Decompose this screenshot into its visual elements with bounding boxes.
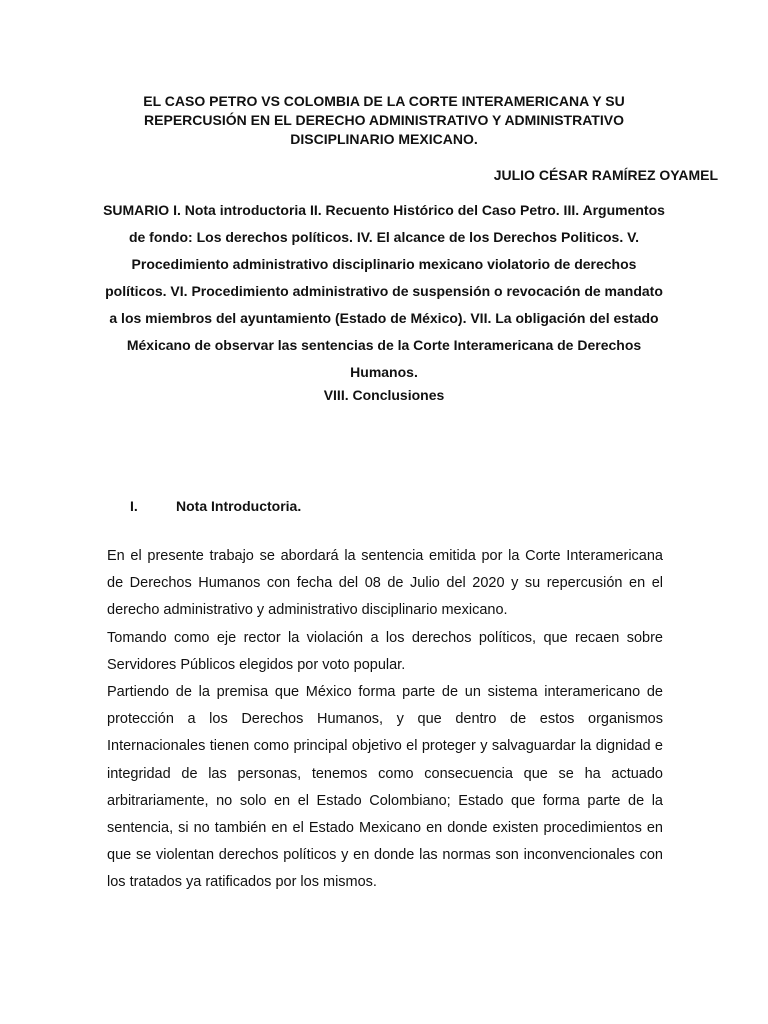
- summary-block: SUMARIO I. Nota introductoria II. Recuento Histórico del Caso Petro. III. Argumentos de fondo: Los derechos políticos. IV. El alcance de los Derechos Politicos. V. Procedimiento administrativo disciplinario mexicano violatorio de derechos políticos. VI. Procedimiento administrativo de suspensión o revocación de mandato a los miembros del ayuntamiento (Estado de México). VII. La obligación del estado Méxicano de observar las sentencias de la Corte Interamericana de Derechos Humanos.: [103, 202, 665, 380]
- section-heading: [130, 497, 530, 516]
- summary-conclusions: VIII. Conclusiones: [323, 387, 445, 403]
- section-heading-text: Nota Introductoria.: [176, 498, 302, 514]
- paragraph: Partiendo de la premisa que México forma parte de un sistema interamericano de protección a los Derechos Humanos, y que dentro de estos organismos Internacionales tienen como principal objetivo el proteger y salvaguardar la dignidad e integridad de las personas, tenemos como consecuencia que se ha actuado arbitrariamente, no solo en el Estado Colombiano; Estado que forma parte de la sentencia, si no también en el Estado Mexicano en donde existen procedimientos en que se violentan derechos políticos y en donde las normas son inconvencionales con los tratados ya ratificados por los mismos.: [107, 684, 663, 891]
- author-name: JULIO CÉSAR RAMÍREZ OYAMEL: [493, 167, 718, 183]
- section-body: [107, 543, 663, 897]
- section-number: I.: [130, 498, 138, 514]
- paragraph: En el presente trabajo se abordará la sentencia emitida por la Corte Interamericana de Derechos Humanos con fecha del 08 de Julio del 2020 y su repercusión en el derecho administrativo y administrativo disciplinario mexicano.: [107, 548, 663, 619]
- document-title: EL CASO PETRO VS COLOMBIA DE LA CORTE INTERAMERICANA Y SU REPERCUSIÓN EN EL DERECHO ADMINISTRATIVO Y ADMINISTRATIVO DISCIPLINARIO MEXICANO.: [143, 93, 625, 147]
- paragraph: Tomando como eje rector la violación a los derechos políticos, que recaen sobre Servidores Públicos elegidos por voto popular.: [107, 629, 663, 673]
